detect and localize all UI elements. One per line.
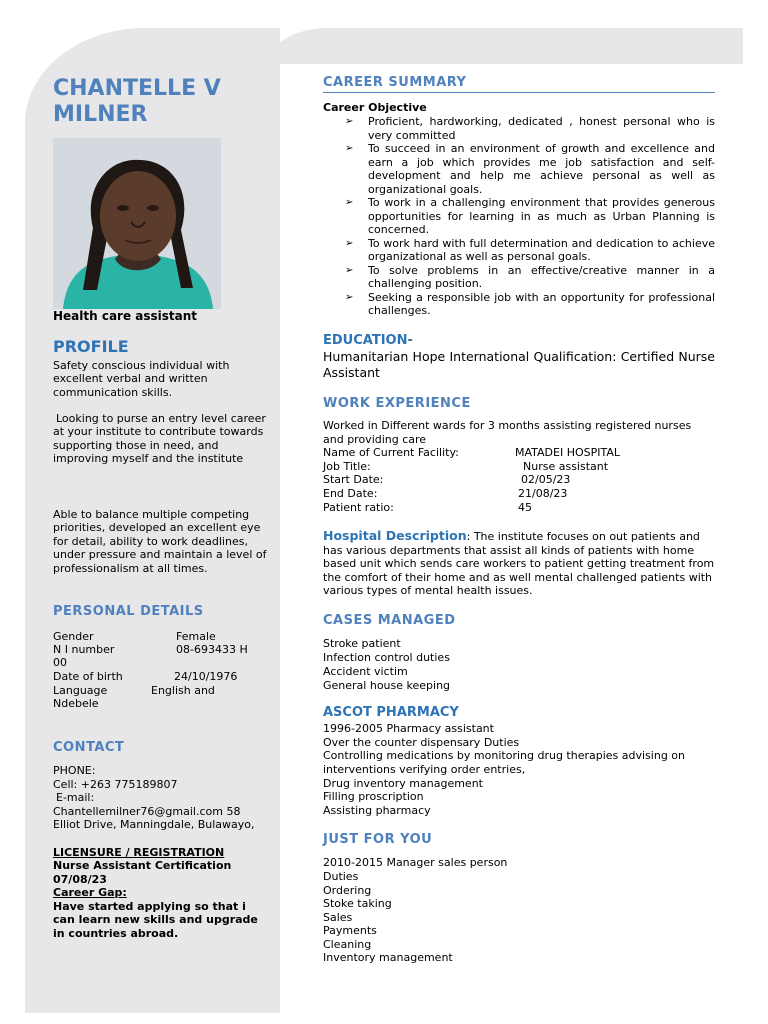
ni-continuation: 00: [53, 656, 67, 669]
cases-managed-heading: CASES MANAGED: [323, 613, 456, 628]
career-objective-label: Career Objective: [323, 101, 427, 114]
arrow-bullet-icon: ➢: [345, 237, 354, 249]
ascot-pharmacy-heading: ASCOT PHARMACY: [323, 705, 459, 720]
gender-label: Gender: [53, 630, 94, 643]
street-address: Elliot Drive, Manningdale, Bulawayo,: [53, 818, 255, 831]
ni-label: N I number: [53, 643, 115, 656]
candidate-name: CHANTELLE V MILNER: [53, 76, 221, 127]
arrow-bullet-icon: ➢: [345, 264, 354, 276]
list-item: Duties: [323, 870, 359, 883]
list-item: Cleaning: [323, 938, 372, 951]
arrow-bullet-icon: ➢: [345, 143, 354, 154]
list-item: ➢ To succeed in an environment of growth and excellence and earn a job which provides me job satisfaction and self-development and help me achieve personal as well as organizational goals.: [345, 142, 715, 196]
hospital-description-label: Hospital Description: [323, 528, 467, 543]
profile-photo: [53, 138, 221, 309]
list-item: Assisting pharmacy: [323, 804, 431, 817]
profile-paragraph-1: Safety conscious individual with excellent verbal and written communication skills.: [53, 359, 230, 399]
header-band: [268, 28, 743, 64]
hospital-description: Hospital Description: The institute focuses on out patients and has various departments that assist all kinds of patients with home based unit which sends care workers to patient getting treatment from the comfort of their home and as well mental challenged patients with various types of mental health issues.: [323, 528, 715, 597]
personal-details-heading: PERSONAL DETAILS: [53, 604, 204, 619]
list-item: ➢ To work in a challenging environment that provides generous opportunities for learning in as much as Urban Planning is concerned.: [345, 196, 715, 236]
arrow-bullet-icon: ➢: [345, 197, 354, 208]
ni-value: 08-693433 H: [176, 643, 248, 656]
list-item: ➢ To solve problems in an effective/creative manner in a challenging position.: [345, 263, 715, 290]
career-summary-heading: CAREER SUMMARY: [323, 75, 467, 90]
list-item: Payments: [323, 924, 377, 937]
contact-heading: CONTACT: [53, 740, 125, 755]
list-item: 1996-2005 Pharmacy assistant: [323, 722, 494, 735]
list-item: Drug inventory management: [323, 777, 483, 790]
language-row: [53, 684, 268, 697]
list-item: Over the counter dispensary Duties: [323, 736, 520, 749]
list-item: Stroke patient: [323, 637, 401, 650]
career-gap-text: Have started applying so that i can learn new skills and upgrade in countries abroad.: [53, 900, 258, 940]
list-item: Ordering: [323, 884, 372, 897]
portrait-image: [53, 138, 221, 309]
language-continuation: Ndebele: [53, 697, 99, 710]
list-item: Inventory management: [323, 951, 453, 964]
email-address[interactable]: Chantellemilner76@gmail.com 58: [53, 805, 241, 818]
list-item: Infection control duties: [323, 651, 450, 664]
profile-paragraph-3: Able to balance multiple competing priorities, developed an excellent eye for detail, ability to work deadlines, under pressure and maintain a level of professionalism at all times.: [53, 508, 267, 575]
list-item: Accident victim: [323, 665, 408, 678]
arrow-bullet-icon: ➢: [345, 291, 354, 303]
licensure-heading: LICENSURE / REGISTRATION: [53, 846, 225, 859]
list-item: Filling proscription: [323, 790, 424, 803]
list-item: General house keeping: [323, 679, 451, 692]
dob-label: Date of birth: [53, 670, 123, 683]
list-item: 2010-2015 Manager sales person: [323, 856, 508, 869]
education-text: Humanitarian Hope International Qualification: Certified Nurse Assistant: [323, 349, 715, 380]
list-item: Stoke taking: [323, 897, 392, 910]
profile-heading: PROFILE: [53, 337, 129, 356]
gender-value: Female: [176, 630, 216, 643]
certification-date: 07/08/23: [53, 873, 107, 886]
heading-divider: [323, 92, 715, 93]
profile-paragraph-2: Looking to purse an entry level career at your institute to contribute towards supporting those in need, and improving myself and the institute: [53, 412, 266, 466]
email-label: E-mail:: [56, 791, 95, 804]
language-label: Language: [53, 684, 108, 697]
dob-value: 24/10/1976: [174, 670, 238, 683]
list-item: ➢ Proficient, hardworking, dedicated , honest personal who is very committed: [345, 115, 715, 142]
just-for-you-heading: JUST FOR YOU: [323, 832, 433, 847]
job-title: Health care assistant: [53, 309, 198, 323]
ni-row: [53, 643, 268, 656]
language-value: English and: [151, 684, 215, 697]
list-item: ➢ To work hard with full determination and dedication to achieve organizational as well as personal goals.: [345, 236, 715, 263]
work-experience-heading: WORK EXPERIENCE: [323, 396, 471, 411]
list-item: ➢ Seeking a responsible job with an opportunity for professional challenges.: [345, 290, 715, 317]
gender-row: [53, 630, 268, 643]
work-intro: Worked in Different wards for 3 months assisting registered nurses and providing care: [323, 419, 692, 446]
career-objective-list: [323, 115, 715, 318]
arrow-bullet-icon: ➢: [345, 116, 354, 127]
education-heading: EDUCATION-: [323, 333, 413, 348]
certification: Nurse Assistant Certification: [53, 859, 232, 872]
career-gap-label: Career Gap:: [53, 886, 127, 899]
list-item: Sales: [323, 911, 353, 924]
list-item: Controlling medications by monitoring drug therapies advising on interventions verifying order entries,: [323, 749, 686, 776]
phone-label: PHONE:: [53, 764, 96, 777]
cell-number: Cell: +263 775189807: [53, 778, 178, 791]
dob-row: [53, 670, 268, 683]
